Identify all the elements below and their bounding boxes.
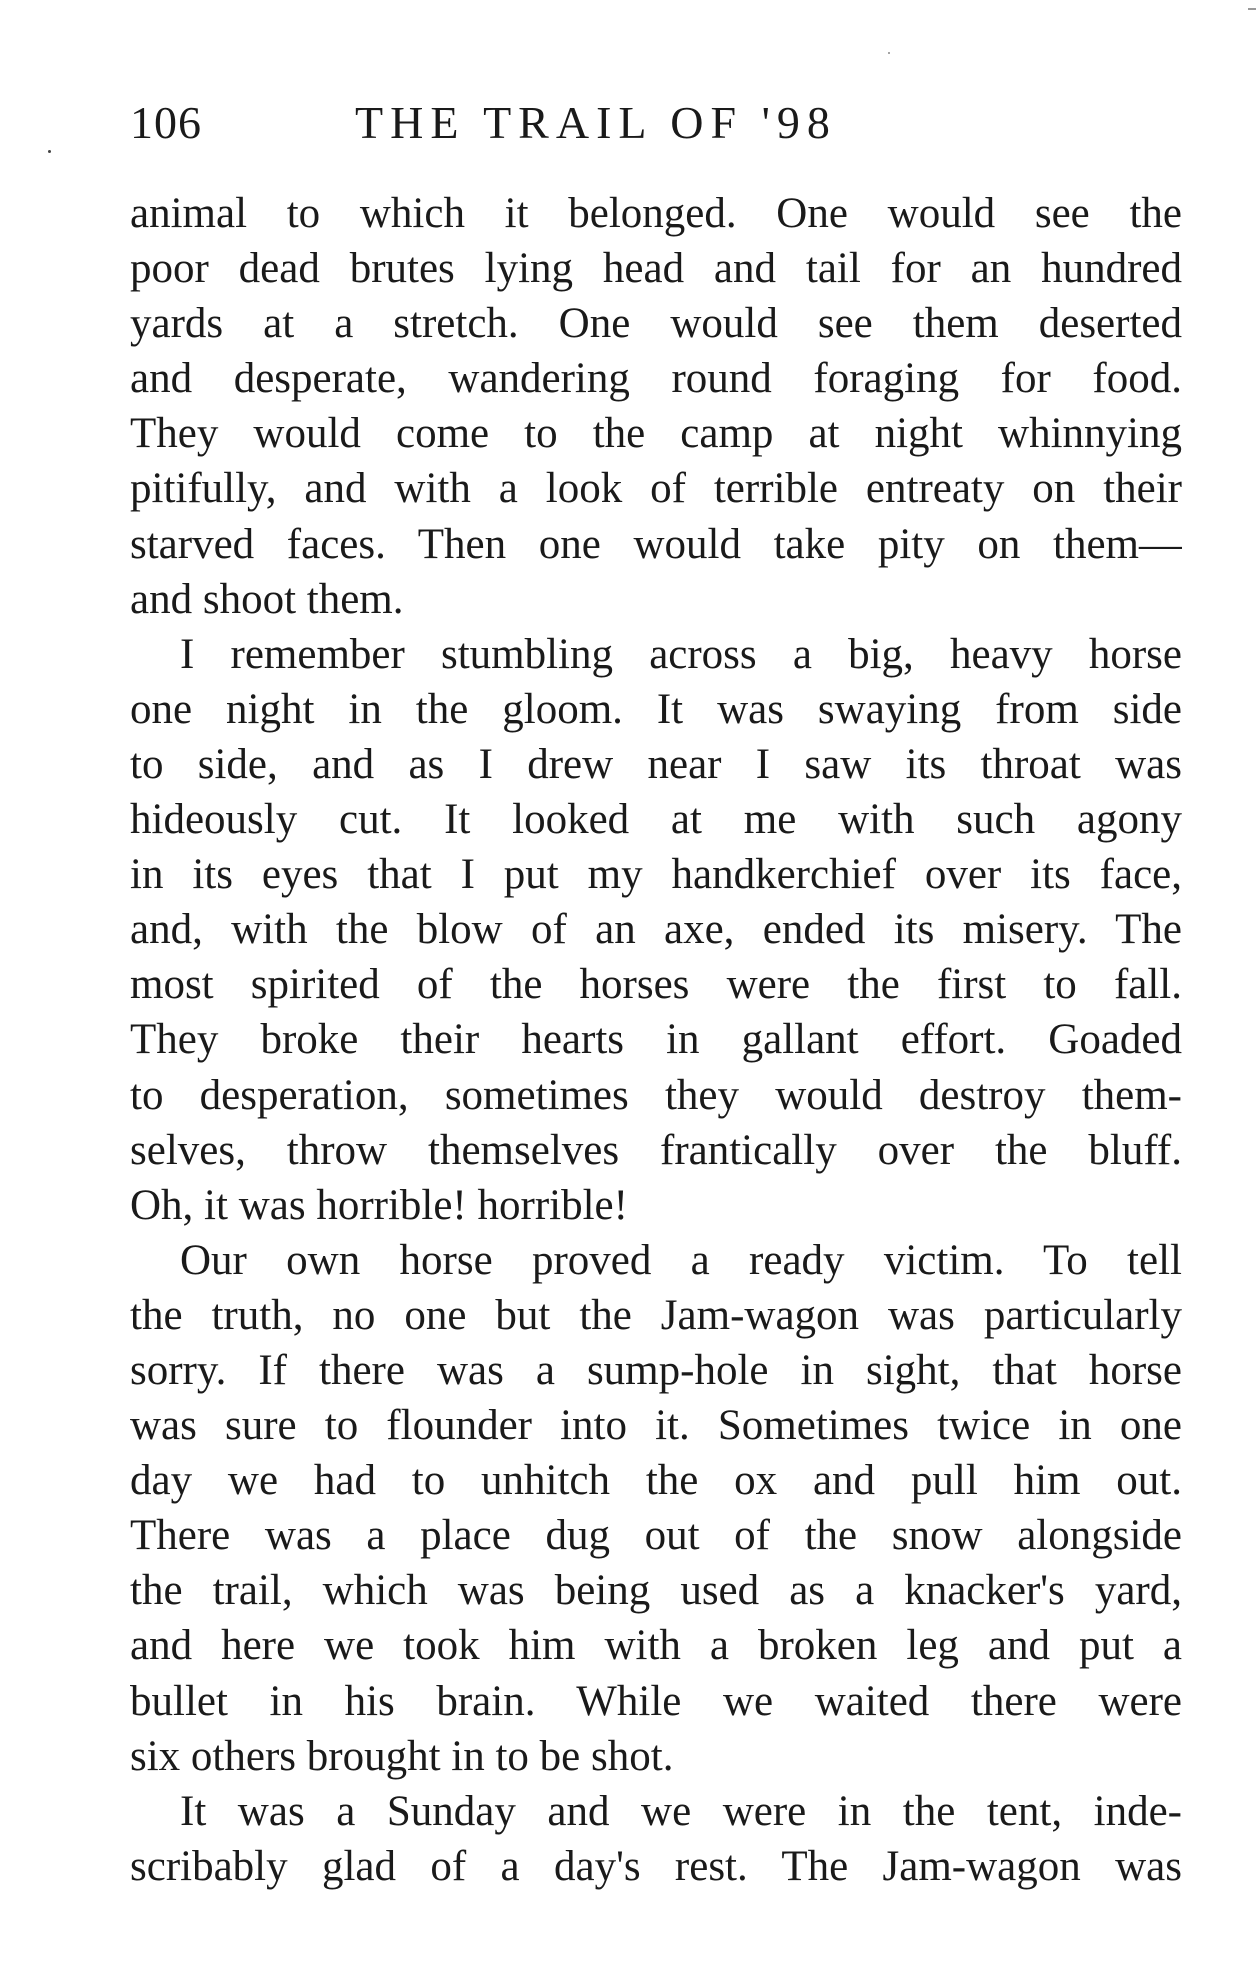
scan-speck [888,52,890,54]
text-line: one night in the gloom. It was swaying from side [130,685,1182,733]
text-line: in its eyes that I put my handkerchief over its face, [130,851,1182,899]
text-line: to desperation, sometimes they would destroy them- [130,1071,1182,1119]
paragraph-first-line: Our own horse proved a ready victim. To tell [180,1236,1182,1284]
text-line: the trail, which was being used as a knacker's yard, [130,1567,1182,1615]
text-line: starved faces. Then one would take pity on them— [130,520,1182,568]
text-line: day we had to unhitch the ox and pull him out. [130,1457,1182,1505]
page-number: 106 [130,97,202,148]
paragraph-first-line: I remember stumbling across a big, heavy horse [180,630,1182,678]
text-line: to side, and as I drew near I saw its throat was [130,740,1182,788]
text-line: animal to which it belonged. One would see the [130,190,1182,237]
text-line: Oh, it was horrible! horrible! [130,1181,628,1229]
text-line: poor dead brutes lying head and tail for an hundred [130,245,1182,293]
text-line: bullet in his brain. While we waited there were [130,1677,1182,1725]
paragraph-first-line: It was a Sunday and we were in the tent, inde- [180,1787,1182,1835]
text-line: yards at a stretch. One would see them deserted [130,300,1182,348]
text-line: and shoot them. [130,575,404,623]
text-line: pitifully, and with a look of terrible entreaty on their [130,465,1182,513]
scan-speck [1248,8,1256,10]
running-head [130,96,1180,156]
text-line: and here we took him with a broken leg and put a [130,1622,1182,1670]
text-line: hideously cut. It looked at me with such agony [130,796,1182,844]
body-text [130,186,1182,1894]
text-line: sorry. If there was a sump-hole in sight, that horse [130,1346,1182,1394]
text-line: They broke their hearts in gallant effort. Goaded [130,1016,1182,1064]
text-line: selves, throw themselves frantically over the bluff. [130,1126,1182,1174]
text-line: and, with the blow of an axe, ended its misery. The [130,906,1182,954]
text-line: six others brought in to be shot. [130,1732,674,1780]
scan-speck [48,150,51,153]
text-line: scribably glad of a day's rest. The Jam-wagon was [130,1842,1182,1890]
text-line: was sure to flounder into it. Sometimes twice in one [130,1402,1182,1450]
text-line: most spirited of the horses were the first to fall. [130,961,1182,1009]
text-line: and desperate, wandering round foraging for food. [130,355,1182,403]
book-title: THE TRAIL OF '98 [355,97,837,148]
text-line: There was a place dug out of the snow alongside [130,1512,1182,1560]
text-line: They would come to the camp at night whinnying [130,410,1182,458]
text-line: the truth, no one but the Jam-wagon was particularly [130,1291,1182,1339]
